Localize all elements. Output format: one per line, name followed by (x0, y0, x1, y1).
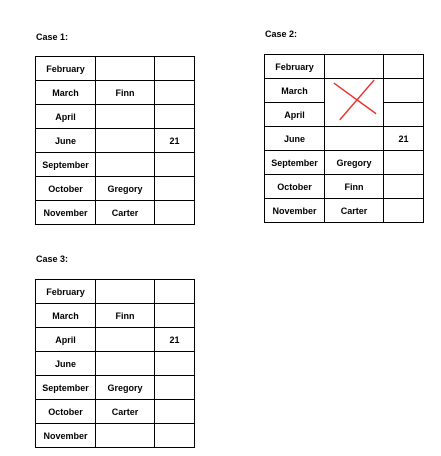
number-cell (155, 153, 195, 177)
table-row (36, 424, 195, 448)
month-cell: November (265, 199, 325, 223)
crossed-out-cell (325, 79, 384, 127)
name-cell (96, 352, 155, 376)
month-cell: March (36, 304, 96, 328)
name-cell (96, 105, 155, 129)
name-cell: Carter (96, 400, 155, 424)
table-row (36, 304, 195, 328)
table-row (36, 105, 195, 129)
month-cell: September (265, 151, 325, 175)
number-cell (155, 424, 195, 448)
table-row (265, 79, 424, 103)
number-cell: 21 (155, 328, 195, 352)
name-cell (96, 424, 155, 448)
number-cell (384, 151, 424, 175)
number-cell: 21 (155, 129, 195, 153)
month-cell: November (36, 201, 96, 225)
table-row (265, 151, 424, 175)
number-cell (155, 81, 195, 105)
month-cell: March (36, 81, 96, 105)
number-cell (155, 201, 195, 225)
month-cell: September (36, 153, 96, 177)
name-cell (96, 153, 155, 177)
month-cell: June (36, 129, 96, 153)
name-cell: Carter (325, 199, 384, 223)
table-row (36, 153, 195, 177)
table-row (36, 376, 195, 400)
month-cell: June (36, 352, 96, 376)
number-cell (384, 79, 424, 103)
case-2-table (264, 54, 424, 223)
table-row (36, 201, 195, 225)
case-3-table (35, 279, 195, 448)
name-cell: Gregory (96, 177, 155, 201)
number-cell (155, 304, 195, 328)
table-row (36, 177, 195, 201)
table-row (265, 55, 424, 79)
cross-out-mark-icon (325, 79, 383, 126)
number-cell (384, 199, 424, 223)
case-2-title: Case 2: (265, 29, 298, 39)
month-cell: October (36, 177, 96, 201)
month-cell: June (265, 127, 325, 151)
number-cell (155, 57, 195, 81)
table-row (265, 199, 424, 223)
name-cell (96, 328, 155, 352)
month-cell: April (36, 105, 96, 129)
table-row (265, 175, 424, 199)
name-cell (96, 57, 155, 81)
table-row (36, 129, 195, 153)
month-cell: September (36, 376, 96, 400)
number-cell (155, 376, 195, 400)
month-cell: April (265, 103, 325, 127)
name-cell: Gregory (96, 376, 155, 400)
number-cell (384, 175, 424, 199)
month-cell: October (36, 400, 96, 424)
table-row (265, 127, 424, 151)
number-cell (384, 103, 424, 127)
name-cell (96, 129, 155, 153)
name-cell: Finn (96, 304, 155, 328)
name-cell: Gregory (325, 151, 384, 175)
case-1-table (35, 56, 195, 225)
name-cell: Carter (96, 201, 155, 225)
month-cell: February (265, 55, 325, 79)
month-cell: April (36, 328, 96, 352)
case-3-title: Case 3: (36, 254, 69, 264)
name-cell (325, 55, 384, 79)
month-cell: February (36, 280, 96, 304)
table-row (36, 328, 195, 352)
case-1-title: Case 1: (36, 32, 69, 42)
name-cell (96, 280, 155, 304)
month-cell: October (265, 175, 325, 199)
month-cell: November (36, 424, 96, 448)
number-cell (384, 55, 424, 79)
number-cell (155, 400, 195, 424)
name-cell (325, 127, 384, 151)
number-cell (155, 352, 195, 376)
number-cell: 21 (384, 127, 424, 151)
name-cell: Finn (96, 81, 155, 105)
table-row (36, 400, 195, 424)
table-row (36, 280, 195, 304)
month-cell: March (265, 79, 325, 103)
month-cell: February (36, 57, 96, 81)
table-row (36, 352, 195, 376)
number-cell (155, 280, 195, 304)
number-cell (155, 177, 195, 201)
table-row (36, 57, 195, 81)
name-cell: Finn (325, 175, 384, 199)
number-cell (155, 105, 195, 129)
table-row (36, 81, 195, 105)
